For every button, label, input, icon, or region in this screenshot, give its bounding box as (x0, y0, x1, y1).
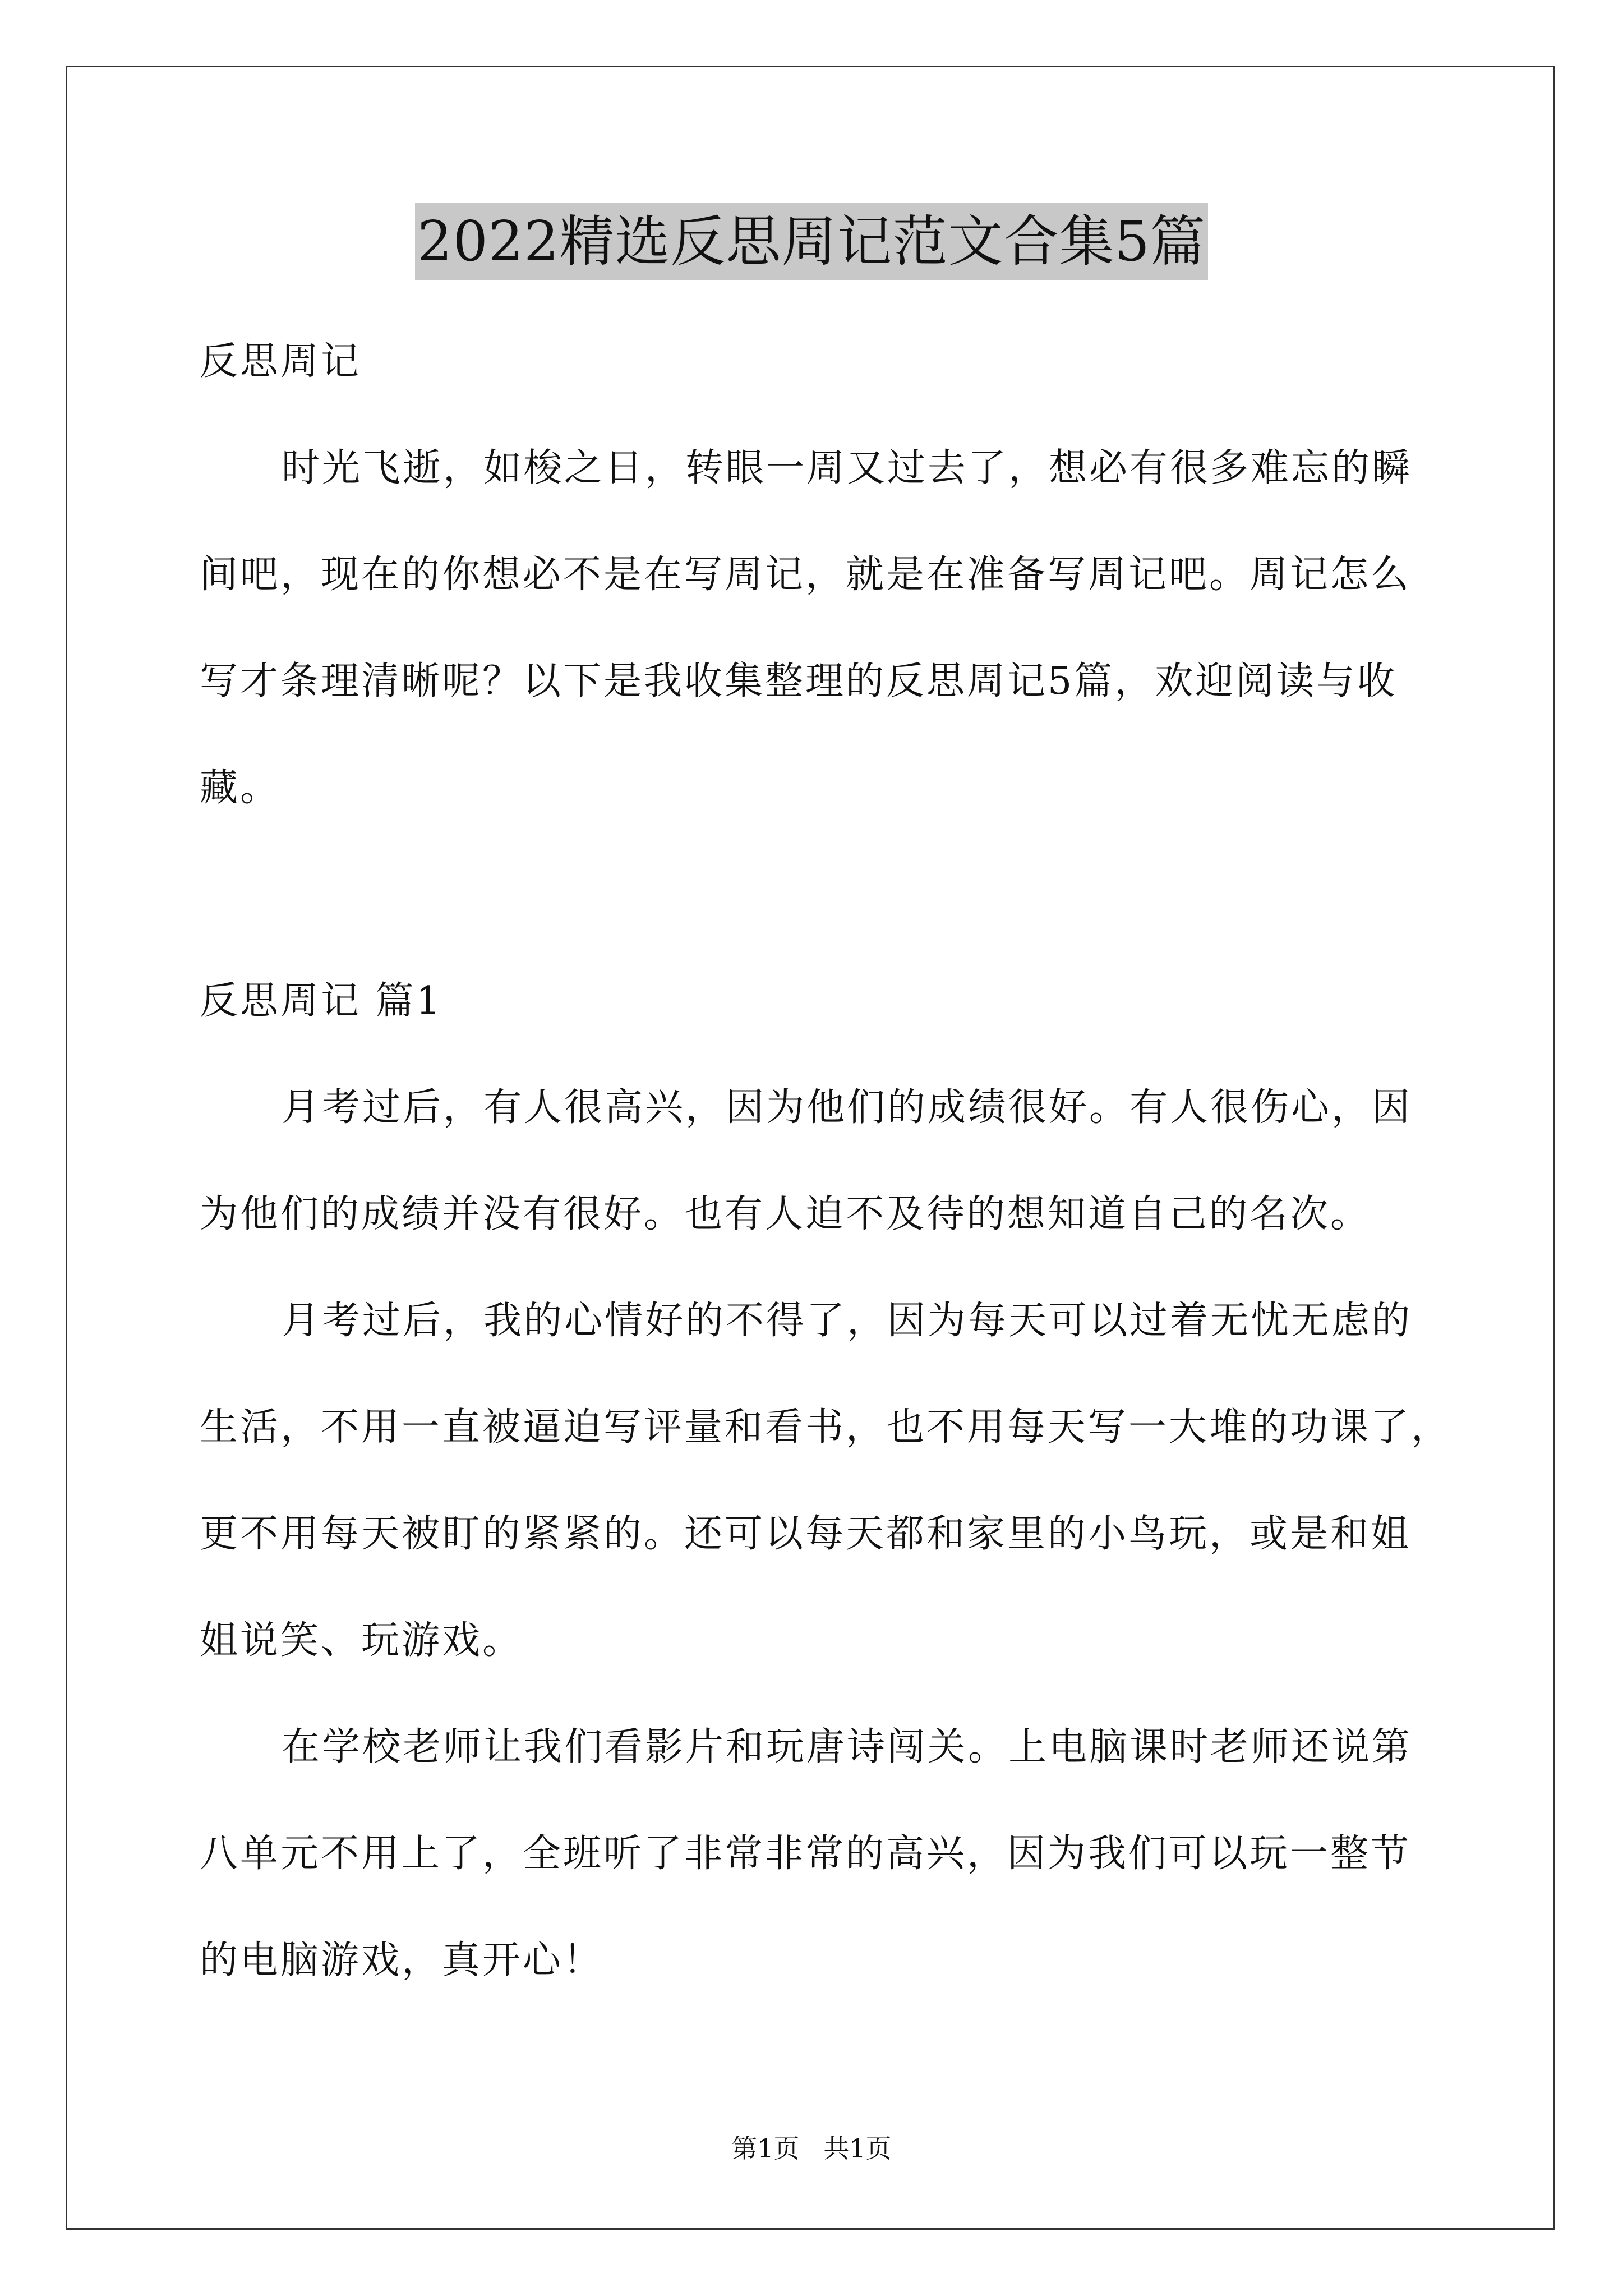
spacer (200, 841, 1433, 948)
section-heading: 反思周记 (200, 339, 362, 384)
title-container (0, 203, 1623, 280)
paragraph-line: 生活，不用一直被逼迫写评量和看书，也不用每天写一大堆的功课了， (200, 1405, 1452, 1450)
paragraph-line: 为他们的成绩并没有很好。也有人迫不及待的想知道自己的名次。 (200, 1192, 1371, 1236)
paragraph-line: 八单元不用上了，全班听了非常非常的高兴，因为我们可以玩一整节 (200, 1832, 1412, 1876)
paragraph-line: 姐说笑、玩游戏。 (200, 1618, 523, 1663)
paragraph-line: 间吧，现在的你想必不是在写周记，就是在准备写周记吧。周记怎么 (200, 553, 1412, 597)
paragraph-line: 月考过后，我的心情好的不得了，因为每天可以过着无忧无虑的 (282, 1299, 1413, 1343)
section-heading: 反思周记 篇1 (200, 979, 442, 1023)
paragraph-line: 月考过后，有人很高兴，因为他们的成绩很好。有人很伤心，因 (282, 1085, 1413, 1130)
page-number-total: 共1页 (823, 2133, 892, 2164)
paragraph-line: 时光飞逝，如梭之日，转眼一周又过去了，想必有很多难忘的瞬 (282, 446, 1413, 490)
paragraph-line: 更不用每天被盯的紧紧的。还可以每天都和家里的小鸟玩，或是和姐 (200, 1512, 1412, 1556)
paragraph-line: 藏。 (200, 766, 281, 810)
paragraph-line: 的电脑游戏，真开心！ (200, 1938, 604, 1982)
document-title: 2022精选反思周记范文合集5篇 (415, 203, 1208, 280)
page-number-current: 第1页 (731, 2133, 800, 2164)
document-body (200, 309, 1452, 2014)
paragraph-line: 在学校老师让我们看影片和玩唐诗闯关。上电脑课时老师还说第 (282, 1725, 1413, 1769)
paragraph-line: 写才条理清晰呢？以下是我收集整理的反思周记5篇，欢迎阅读与收 (200, 659, 1398, 703)
page-footer (0, 2132, 1623, 2165)
